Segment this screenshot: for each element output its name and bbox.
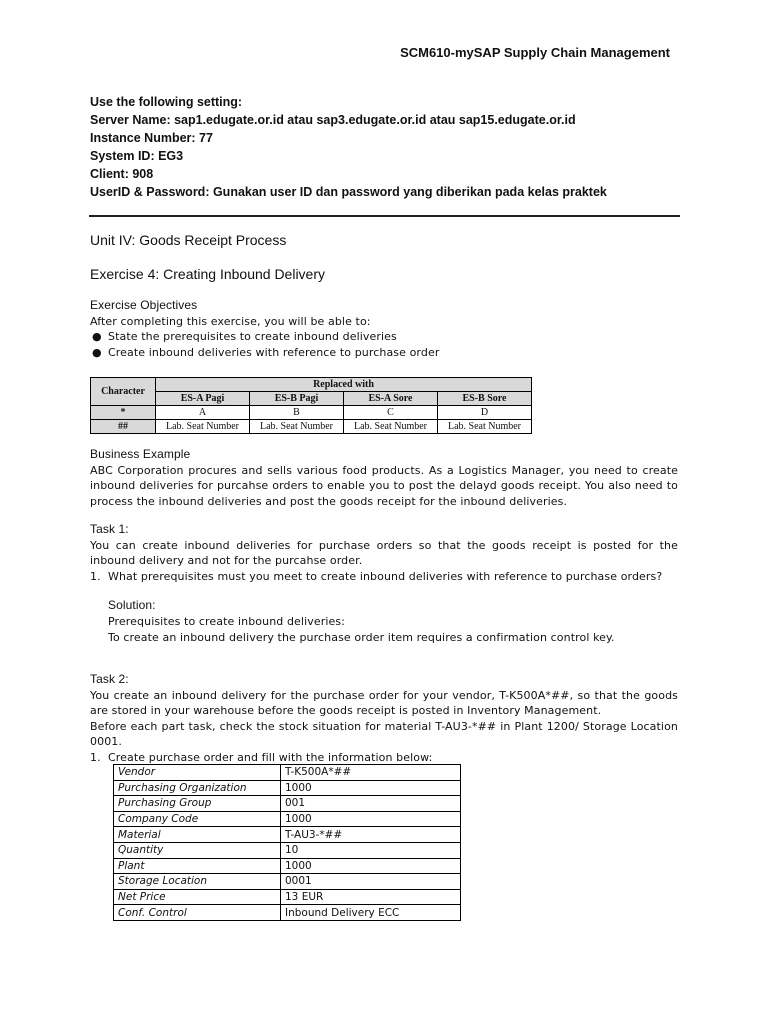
unit-title: Unit IV: Goods Receipt Process [90,232,287,248]
table-row: Quantity 10 [114,842,461,858]
task2-step: 1. Create purchase order and fill with the information below: [90,750,433,764]
table-header: ES-B Pagi [250,392,344,406]
table-row: Net Price 13 EUR [114,889,461,905]
table-row: Storage Location 0001 [114,874,461,890]
task1-text: You can create inbound deliveries for purchase orders so that the goods receipt is posted for the inbound delivery and not for the purcahse order. [90,538,678,568]
table-header: Replaced with [156,378,532,392]
task2-text2: Before each part task, check the stock situation for material T-AU3-*## in Plant 1200/ Storage Location 0001. [90,719,678,749]
list-item: ● Create inbound deliveries with reference to purchase order [92,345,440,359]
bullet-icon: ● [92,345,102,359]
exercise-title: Exercise 4: Creating Inbound Delivery [90,266,326,282]
settings-block [90,93,607,201]
task2-heading: Task 2: [90,672,129,686]
task2-section [90,672,678,766]
settings-system: System ID: EG3 [90,149,184,163]
task1-question: 1. What prerequisites must you meet to create inbound deliveries with reference to purchase orders? [90,569,663,583]
table-header: Character [91,378,156,406]
business-text: ABC Corporation procures and sells various food products. As a Logistics Manager, you need to create inbound deliveries for purcahse orders to enable you to post the delayd goods receipt. You also need to process the inbound deliveries and post the goods receipt for the inbound deliveries. [90,463,678,508]
settings-intro: Use the following setting: [90,95,243,109]
table-row: Plant 1000 [114,858,461,874]
course-header: SCM610-mySAP Supply Chain Management [400,45,670,60]
table-row: Conf. Control Inbound Delivery ECC [114,905,461,921]
objectives-list [90,329,678,360]
business-example-section [90,447,678,509]
business-heading: Business Example [90,447,191,461]
table-header: ES-A Sore [344,392,438,406]
table-row: Vendor T-K500A*## [114,765,461,781]
solution-heading: Solution: [108,598,156,613]
character-replacement-table [90,377,532,434]
table-row: Company Code 1000 [114,811,461,827]
list-item: ● State the prerequisites to create inbound deliveries [92,330,397,344]
section-divider [89,215,680,217]
table-row: Purchasing Group 001 [114,796,461,812]
task1-heading: Task 1: [90,522,129,536]
table-row: * A B C D [91,406,532,420]
table-row: ## Lab. Seat Number Lab. Seat Number Lab. Seat Number Lab. Seat Number [91,420,532,434]
purchase-order-table [113,764,461,921]
settings-instance: Instance Number: 77 [90,131,213,145]
settings-user: UserID & Password: Gunakan user ID dan password yang diberikan pada kelas praktek [90,185,607,199]
settings-server: Server Name: sap1.edugate.or.id atau sap3.edugate.or.id atau sap15.edugate.or.id [90,113,576,127]
task1-section [90,522,678,645]
task2-text1: You create an inbound delivery for the purchase order for your vendor, T-K500A*##, so that the goods are stored in your warehouse before the goods receipt is posted in Inventory Management. [90,688,678,718]
table-row: Purchasing Organization 1000 [114,780,461,796]
table-row: Material T-AU3-*## [114,827,461,843]
task1-solution: Solution: Prerequisites to create inbound deliveries: To create an inbound delivery the purchase order item requires a confirmation control key. [90,598,678,645]
bullet-icon: ● [92,330,102,344]
table-header: ES-B Sore [438,392,532,406]
settings-client: Client: 908 [90,167,154,181]
table-header: ES-A Pagi [156,392,250,406]
objectives-intro: After completing this exercise, you will be able to: [90,314,371,328]
objectives-section [90,298,678,360]
objectives-heading: Exercise Objectives [90,298,198,312]
